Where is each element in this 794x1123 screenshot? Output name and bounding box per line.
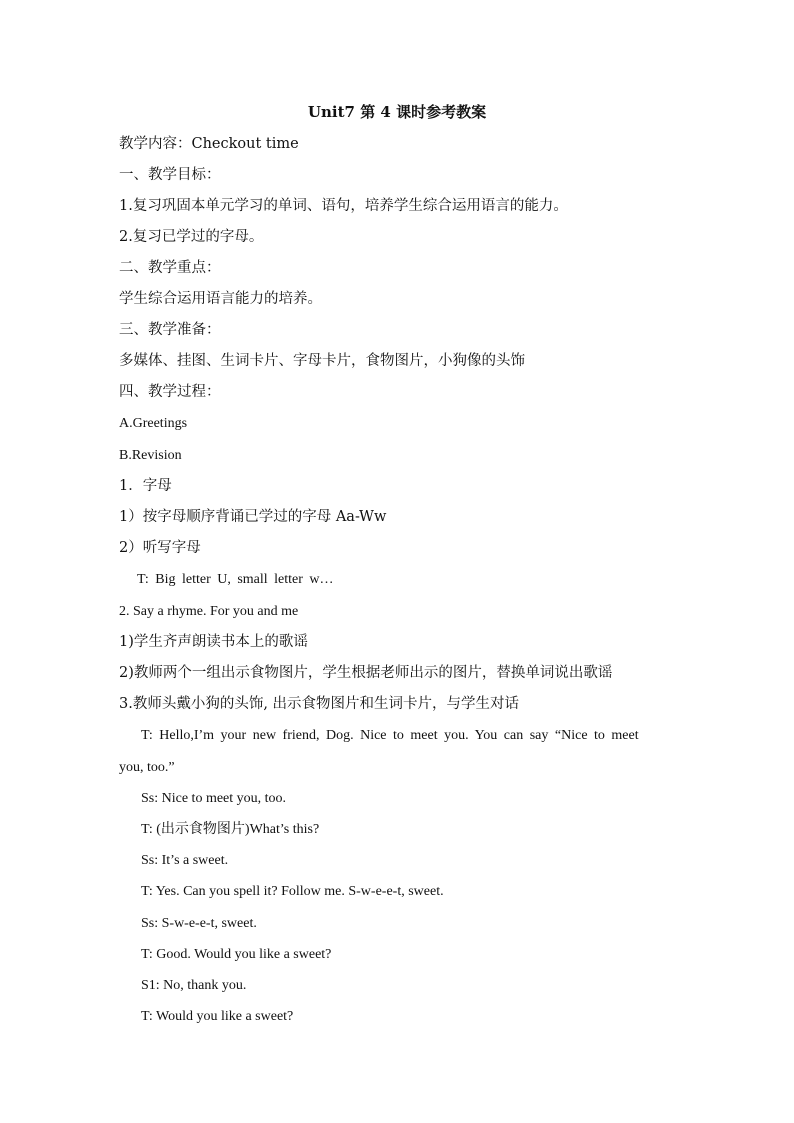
rhyme-subitem-2: 2)教师两个一组出示食物图片，学生根据老师出示的图片，替换单词说出歌谣 xyxy=(119,665,613,681)
objective-item-2: 2.复习已学过的字母。 xyxy=(119,229,264,245)
dialogue-line: S1: No, thank you. xyxy=(141,978,247,993)
dialogue-line: Ss: Nice to meet you, too. xyxy=(141,791,287,806)
dialogue-line: T: Would you like a sweet? xyxy=(141,1009,294,1024)
dialogue-line: T: Yes. Can you spell it? Follow me. S-w-e-e-t, sweet. xyxy=(141,884,444,899)
step-revision: B.Revision xyxy=(119,448,182,463)
document-title: Unit7 第 4 课时参考教案 xyxy=(307,103,487,121)
step-greetings: A.Greetings xyxy=(119,416,188,431)
dialogue-line: T: (出示食物图片)What’s this? xyxy=(141,822,320,837)
revision-item-letters: 1．字母 xyxy=(119,478,172,494)
teaching-content-line: 教学内容：Checkout time xyxy=(119,136,299,152)
dialogue-line: T: Hello,I’m your new friend, Dog. Nice to meet you. You can say “Nice to meet xyxy=(141,728,639,743)
key-point-text: 学生综合运用语言能力的培养。 xyxy=(119,291,322,307)
objective-item-1: 1.复习巩固本单元学习的单词、语句，培养学生综合运用语言的能力。 xyxy=(119,198,568,214)
revision-item-dialogue: 3.教师头戴小狗的头饰, 出示食物图片和生词卡片，与学生对话 xyxy=(119,696,520,712)
dialogue-line: Ss: It’s a sweet. xyxy=(141,853,229,868)
dialogue-line: T: Good. Would you like a sweet? xyxy=(141,947,332,962)
section-heading-process: 四、教学过程： xyxy=(119,384,221,400)
dialogue-line: Ss: S-w-e-e-t, sweet. xyxy=(141,916,257,931)
section-heading-key-points: 二、教学重点： xyxy=(119,260,221,276)
revision-item-rhyme: 2. Say a rhyme. For you and me xyxy=(119,604,299,619)
dialogue-line: you, too.” xyxy=(119,760,175,775)
dialogue-line: T: Big letter U, small letter w… xyxy=(137,572,334,587)
letters-subitem-1: 1）按字母顺序背诵已学过的字母 Aa-Ww xyxy=(119,509,387,525)
section-heading-objectives: 一、教学目标： xyxy=(119,167,221,183)
section-heading-preparation: 三、教学准备： xyxy=(119,322,221,338)
preparation-text: 多媒体、挂图、生词卡片、字母卡片，食物图片，小狗像的头饰 xyxy=(119,353,525,369)
letters-subitem-2: 2）听写字母 xyxy=(119,540,201,556)
rhyme-subitem-1: 1)学生齐声朗读书本上的歌谣 xyxy=(119,634,308,650)
